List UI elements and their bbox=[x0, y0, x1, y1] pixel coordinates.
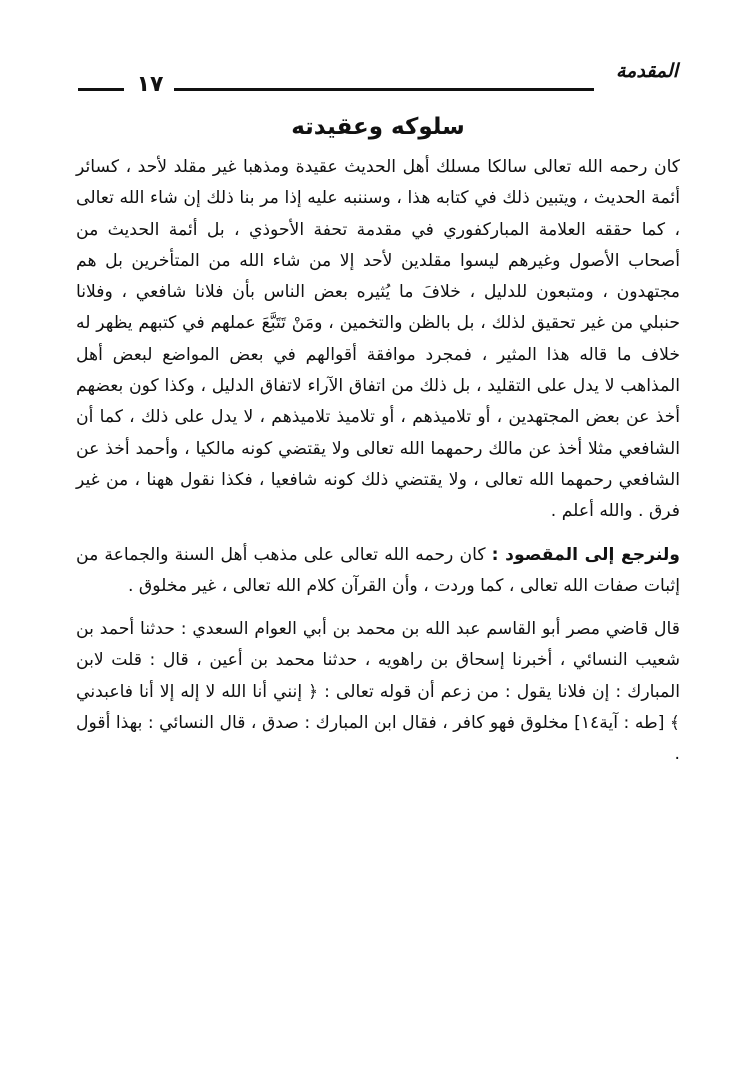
paragraph-text: قال قاضي مصر أبو القاسم عبد الله بن محمد بن أبي العوام السعدي : حدثنا أحمد بن شعيب النسائي ، أخبرنا إسحاق بن راهويه ، حدثنا محمد بن أعين ، قال : قلت لابن المبارك : إن فلانا يقول : من زعم أن قوله تعالى : ﴿ إنني أنا الله لا إله إلا أنا فاعبدني ﴾ [طه : آية١٤] مخلوق فهو كافر ، فقال ابن المبارك : صدق ، قال النسائي : بهذا أقول . bbox=[76, 619, 680, 765]
paragraph-return-to-topic bbox=[76, 540, 680, 603]
running-title: المقدمة bbox=[615, 60, 678, 82]
page-header bbox=[78, 58, 678, 98]
section-title: سلوكه وعقيدته bbox=[291, 114, 465, 140]
paragraph-narration bbox=[76, 614, 680, 770]
paragraph-creed bbox=[76, 152, 680, 528]
paragraph-text: كان رحمه الله تعالى على مذهب أهل السنة والجماعة من إثبات صفات الله تعالى ، كما وردت ، وأن القرآن كلام الله تعالى ، غير مخلوق . bbox=[76, 544, 680, 596]
paragraph-lead: ولنرجع إلى المقصود : bbox=[491, 544, 680, 565]
body-text bbox=[76, 152, 680, 771]
header-rule-left bbox=[78, 88, 124, 91]
header-rule-right bbox=[174, 88, 594, 91]
paragraph-text: كان رحمه الله تعالى سالكا مسلك أهل الحديث عقيدة ومذهبا غير مقلد لأحد ، كسائر أئمة الحديث ، ويتبين ذلك في كتابه هذا ، وسننبه عليه إذا مر بنا ذلك إن شاء الله تعالى ، كما حققه العلامة المباركفوري في مقدمة تحفة الأحوذي ، بل أئمة الحديث من أصحاب الأصول وغيرهم ليسوا مقلدين لأحد إلا من شاء الله من المتأخرين بل هم مجتهدون ، ومتبعون للدليل ، خلافَ ما يُثيره بعض الناس بأن فلانا شافعي ، وفلانا حنبلي من غير تحقيق لذلك ، بل بالظن والتخمين ، ومَنْ تَتَبَّعَ عملهم في كتبهم يظهر له خلاف ما قاله هذا المثير ، فمجرد موافقة أقوالهم في بعض المواضع لبعض أهل المذاهب لا يدل على التقليد ، بل ذلك من اتفاق الآراء لاتفاق الدليل ، وكذا كون بعضهم أخذ عن بعض المجتهدين ، أو تلاميذهم ، أو تلاميذ تلاميذهم ، لا يدل على ذلك ، كما أن الشافعي مثلا أخذ عن مالك رحمهما الله تعالى ولا يقتضي كونه مالكيا ، وأحمد أخذ عن الشافعي رحمهما الله تعالى ، ولا يقتضي ذلك كونه شافعيا ، فكذا نقول ههنا ، من غير فرق . والله أعلم . bbox=[76, 157, 680, 522]
page-number: ١٧ bbox=[136, 72, 164, 97]
